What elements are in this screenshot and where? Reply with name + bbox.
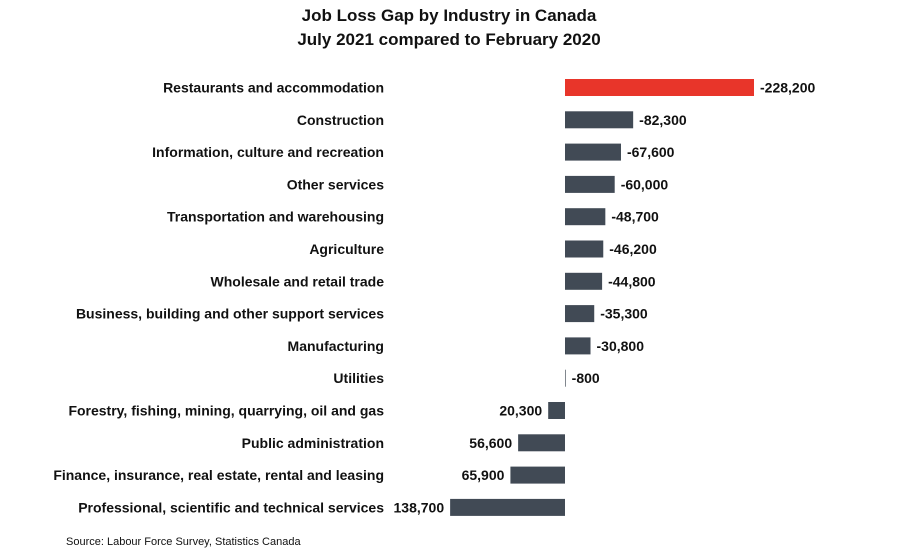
value-label-utilities: -800 [571,370,600,387]
category-label-other-services: Other services [286,176,384,193]
category-label-transportation-and-warehousing: Transportation and warehousing [166,208,384,225]
category-label-utilities: Utilities [333,370,384,387]
bar-construction [565,111,633,128]
value-label-restaurants-and-accommodation: -228,200 [760,79,816,96]
bar-wholesale-and-retail-trade [565,273,602,290]
bar-transportation-and-warehousing [565,208,605,225]
bar-agriculture [565,241,603,258]
bar-forestry-fishing-mining-quarrying-oil-and-gas [548,402,565,419]
category-label-business-building-and-other-support-services: Business, building and other support services [75,305,384,322]
value-label-construction: -82,300 [639,111,687,128]
category-label-construction: Construction [296,111,384,128]
bar-finance-insurance-real-estate-rental-and-leasing [510,467,565,484]
value-label-forestry-fishing-mining-quarrying-oil-and-gas: 20,300 [499,402,543,419]
value-label-manufacturing: -30,800 [596,337,644,354]
category-label-agriculture: Agriculture [309,241,384,257]
category-label-finance-insurance-real-estate-rental-and-leasing: Finance, insurance, real estate, rental and leasing [53,467,384,484]
bar-utilities [565,370,566,387]
bar-restaurants-and-accommodation [565,79,754,96]
value-label-agriculture: -46,200 [609,241,657,257]
category-label-manufacturing: Manufacturing [287,337,384,354]
category-label-restaurants-and-accommodation: Restaurants and accommodation [163,79,384,96]
chart-title: Job Loss Gap by Industry in Canada [301,6,597,25]
value-label-other-services: -60,000 [620,176,669,193]
category-label-information-culture-and-recreation: Information, culture and recreation [152,144,384,161]
bar-information-culture-and-recreation [565,144,621,161]
source-note: Source: Labour Force Survey, Statistics Canada [66,536,301,548]
category-label-public-administration: Public administration [241,434,384,451]
bar-manufacturing [565,337,591,354]
value-label-wholesale-and-retail-trade: -44,800 [608,273,656,290]
category-label-professional-scientific-and-technical-services: Professional, scientific and technical services [78,499,384,516]
value-label-information-culture-and-recreation: -67,600 [626,144,675,161]
category-label-wholesale-and-retail-trade: Wholesale and retail trade [210,273,384,290]
category-label-forestry-fishing-mining-quarrying-oil-and-gas: Forestry, fishing, mining, quarrying, oil and gas [68,402,384,419]
value-label-public-administration: 56,600 [469,434,513,451]
value-label-business-building-and-other-support-services: -35,300 [600,305,648,322]
value-label-finance-insurance-real-estate-rental-and-leasing: 65,900 [461,467,505,484]
bar-professional-scientific-and-technical-services [450,499,565,516]
bar-other-services [565,176,615,193]
bar-business-building-and-other-support-services [565,305,594,322]
value-label-transportation-and-warehousing: -48,700 [611,208,659,225]
bar-public-administration [518,434,565,451]
value-label-professional-scientific-and-technical-services: 138,700 [393,499,445,516]
chart-subtitle: July 2021 compared to February 2020 [297,30,601,49]
